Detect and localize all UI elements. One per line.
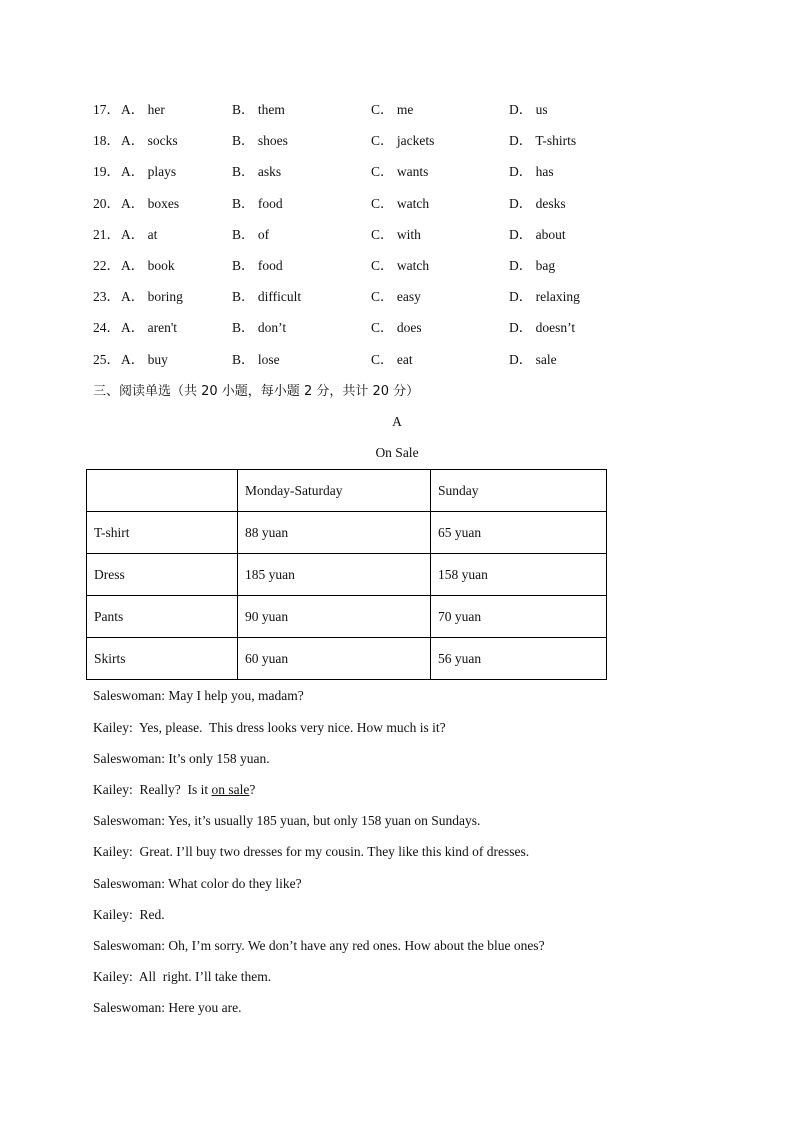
option-c: C． jackets (371, 133, 435, 148)
option-d: D． us (509, 102, 548, 117)
table-row (87, 512, 607, 554)
question-25 (93, 350, 713, 370)
table-header-cell: Monday-Saturday (238, 470, 431, 512)
table-cell: 56 yuan (431, 638, 607, 680)
table-header-row (87, 470, 607, 512)
dialogue-text: Kailey: Really? Is it (93, 782, 212, 797)
table-header-cell (87, 470, 238, 512)
option-c: C． eat (371, 352, 413, 367)
dialogue-line: Saleswoman: It’s only 158 yuan. (93, 751, 270, 766)
passage-letter: A (392, 414, 402, 429)
option-a: A． at (121, 227, 158, 242)
question-number: 21． (93, 227, 120, 242)
option-a: A． buy (121, 352, 168, 367)
option-a: A． plays (121, 164, 177, 179)
question-17 (93, 100, 713, 120)
option-b: B． shoes (232, 133, 288, 148)
option-d: D． desks (509, 196, 566, 211)
dialogue-text: ? (249, 782, 256, 797)
dialogue-line: Kailey: All right. I’ll take them. (93, 969, 272, 984)
question-18 (93, 131, 713, 151)
option-d: D． has (509, 164, 554, 179)
table-cell: 70 yuan (431, 596, 607, 638)
question-23 (93, 287, 713, 307)
question-24 (93, 318, 713, 338)
option-d: D． doesn’t (509, 320, 576, 335)
dialogue-line: Kailey: Red. (93, 907, 165, 922)
question-number: 18． (93, 133, 120, 148)
option-b: B． difficult (232, 289, 302, 304)
option-a: A． boxes (121, 196, 180, 211)
table-cell: Pants (87, 596, 238, 638)
table-header-cell: Sunday (431, 470, 607, 512)
option-c: C． wants (371, 164, 429, 179)
question-number: 24． (93, 320, 120, 335)
option-c: C． me (371, 102, 414, 117)
option-a: A． socks (121, 133, 178, 148)
option-a: A． boring (121, 289, 183, 304)
option-c: C． does (371, 320, 422, 335)
dialogue-line: Saleswoman: Here you are. (93, 1000, 242, 1015)
option-b: B． of (232, 227, 270, 242)
option-a: A． book (121, 258, 175, 273)
table-cell: 90 yuan (238, 596, 431, 638)
table-cell: Skirts (87, 638, 238, 680)
question-number: 22． (93, 258, 120, 273)
dialogue-line: Saleswoman: Yes, it’s usually 185 yuan, but only 158 yuan on Sundays. (93, 813, 481, 828)
section-heading: 三、阅读单选（共 20 小题，每小题 2 分，共计 20 分） (93, 384, 420, 399)
question-number: 23． (93, 289, 120, 304)
table-cell: 60 yuan (238, 638, 431, 680)
table-cell: T-shirt (87, 512, 238, 554)
option-d: D． relaxing (509, 289, 580, 304)
question-22 (93, 256, 713, 276)
option-d: D． bag (509, 258, 556, 273)
dialogue-line: Kailey: Great. I’ll buy two dresses for my cousin. They like this kind of dresses. (93, 844, 530, 859)
table-cell: 65 yuan (431, 512, 607, 554)
question-19 (93, 162, 713, 182)
option-b: B． them (232, 102, 285, 117)
option-c: C． easy (371, 289, 421, 304)
question-20 (93, 194, 713, 214)
option-c: C． watch (371, 196, 430, 211)
option-b: B． lose (232, 352, 280, 367)
dialogue-line: Saleswoman: Oh, I’m sorry. We don’t have any red ones. How about the blue ones? (93, 938, 545, 953)
table-row (87, 554, 607, 596)
question-number: 19． (93, 164, 120, 179)
option-b: B． asks (232, 164, 282, 179)
option-b: B． don’t (232, 320, 287, 335)
question-number: 25． (93, 352, 120, 367)
table-cell: 158 yuan (431, 554, 607, 596)
table-cell: 185 yuan (238, 554, 431, 596)
dialogue-line: Kailey: Yes, please. This dress looks very nice. How much is it? (93, 720, 446, 735)
question-number: 17． (93, 102, 120, 117)
table-cell: 88 yuan (238, 512, 431, 554)
option-a: A． her (121, 102, 165, 117)
table-title: On Sale (375, 445, 419, 460)
dialogue-line: Saleswoman: What color do they like? (93, 876, 302, 891)
option-a: A． aren't (121, 320, 178, 335)
underlined-phrase: on sale (211, 782, 250, 797)
option-c: C． watch (371, 258, 430, 273)
option-d: D． about (509, 227, 566, 242)
dialogue-line: Saleswoman: May I help you, madam? (93, 688, 304, 703)
question-number: 20． (93, 196, 120, 211)
dialogue-line (93, 780, 255, 800)
option-d: D． T-shirts (509, 133, 577, 148)
table-row (87, 638, 607, 680)
sale-price-table (86, 469, 607, 680)
option-b: B． food (232, 196, 283, 211)
option-b: B． food (232, 258, 283, 273)
table-row (87, 596, 607, 638)
question-21 (93, 225, 713, 245)
option-c: C． with (371, 227, 421, 242)
table-cell: Dress (87, 554, 238, 596)
option-d: D． sale (509, 352, 557, 367)
